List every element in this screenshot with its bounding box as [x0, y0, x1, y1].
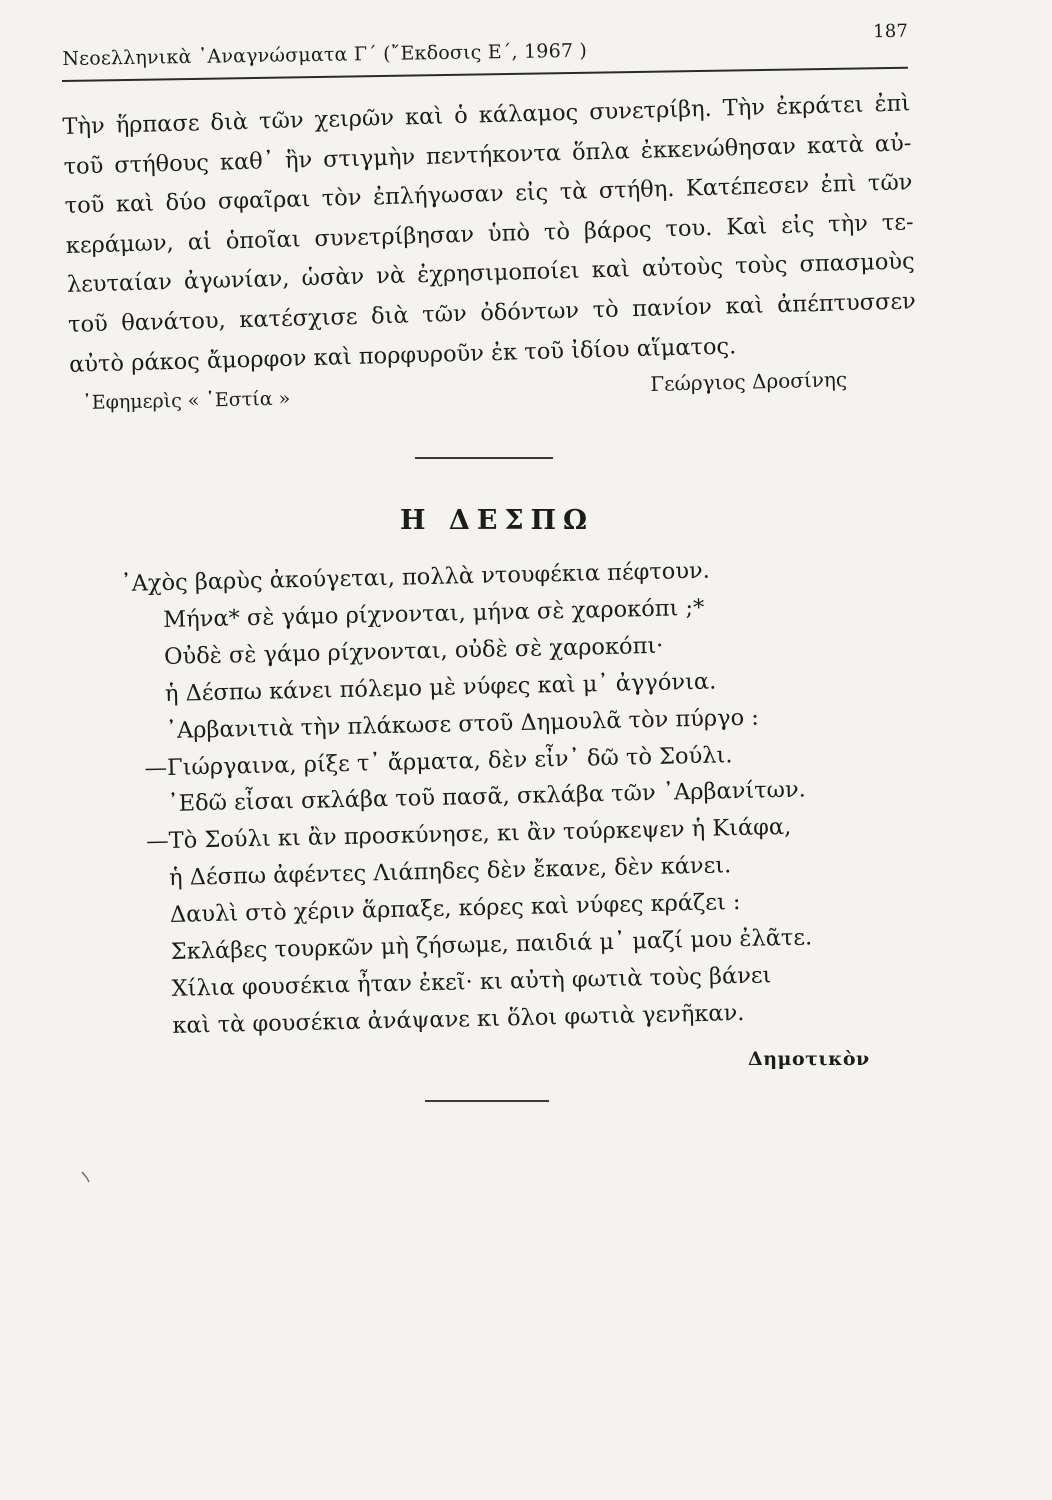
page-number: 187: [872, 20, 909, 43]
prose-line: τοῦ στήθους καθ᾿ ἣν στιγμὴν πεντήκοντα ὅπλα ἐκκενώθησαν κατὰ αὐ-: [63, 129, 912, 180]
running-header: [62, 20, 909, 70]
poem-verse: ᾿Αχὸς βαρὺς ἀκούγεται, πολλὰ ντουφέκια πέφτουν.: [120, 557, 711, 597]
source-citation: ᾿Εφημερὶς « ῾Εστία »: [82, 387, 291, 414]
header-rule: [62, 67, 908, 82]
poem-verse: Δαυλὶ στὸ χέριν ἅρπαξε, κόρες καὶ νύφες κράζει :: [169, 889, 741, 929]
prose-paragraph: [62, 84, 917, 385]
poem-signature: Δημοτικὸν: [748, 1048, 870, 1070]
book-title: Νεοελληνικὰ ᾿Αναγνώσματα Γ΄ (῎Εκδοσις Ε΄, 1967 ): [62, 39, 588, 70]
section-divider: [425, 1100, 549, 1102]
poem-verse: Οὐδὲ σὲ γάμο ρίχνονται, οὐδὲ σὲ χαροκόπι·: [163, 632, 664, 670]
prose-line: τοῦ καὶ δύο σφαῖραι τὸν ἐπλήγωσαν εἰς τὰ στήθη. Κατέπεσεν ἐπὶ τῶν: [64, 169, 913, 220]
poem-verse: —Γιώργαινα, ρίξε τ᾿ ἄρματα, δὲν εἶν᾿ δῶ τὸ Σούλι.: [144, 741, 733, 782]
poem-title: Η ΔΕΣΠΩ: [400, 505, 595, 536]
poem-verse: Μήνα* σὲ γάμο ρίχνονται, μήνα σὲ χαροκόπι ;*: [162, 594, 705, 633]
poem-verse: ἡ Δέσπω ἀφέντες Λιάπηδες δὲν ἔκανε, δὲν κάνει.: [168, 852, 732, 892]
prose-line: αὐτὸ ράκος ἄμορφον καὶ πορφυροῦν ἐκ τοῦ ἰδίου αἵματος.: [68, 332, 737, 378]
poem-verse: Σκλάβες τουρκῶν μὴ ζήσωμε, παιδιά μ᾿ μαζί μου ἐλᾶτε.: [170, 924, 813, 966]
poem-verse: —Τὸ Σούλι κι ἂν προσκύνησε, κι ἂν τούρκεψεν ἡ Κιάφα,: [145, 814, 792, 855]
prose-line: λευταίαν ἀγωνίαν, ὡσὰν νὰ ἐχρησιμοποίει καὶ αὐτοὺς τοὺς σπασμοὺς: [66, 248, 915, 299]
poem-verse: Χίλια φουσέκια ἦταν ἐκεῖ· κι αὐτὴ φωτιὰ τοὺς βάνει: [171, 962, 772, 1002]
prose-line: Τὴν ἥρπασε διὰ τῶν χειρῶν καὶ ὁ κάλαμος συνετρίβη. Τὴν ἐκράτει ἐπὶ: [62, 90, 911, 140]
prose-line: τοῦ θανάτου, κατέσχισε διὰ τῶν ὀδόντων τὸ πανίον καὶ ἀπέπτυσσεν: [67, 288, 917, 338]
prose-line: κεράμων, αἱ ὁποῖαι συνετρίβησαν ὑπὸ τὸ βάρος του. Καὶ εἰς τὴν τε-: [65, 209, 914, 259]
poem-verse: ᾿Εδῶ εἶσαι σκλάβα τοῦ πασᾶ, σκλάβα τῶν ᾿Αρβανίτων.: [167, 776, 807, 818]
section-divider: [415, 457, 553, 459]
ink-speck-icon: [80, 1170, 94, 1184]
poem-verse: ἡ Δέσπω κάνει πόλεμο μὲ νύφες καὶ μ᾿ ἀγγόνια.: [164, 668, 717, 707]
poem-verse: ᾿Αρβανιτιὰ τὴν πλάκωσε στοῦ Δημουλᾶ τὸν πύργο :: [165, 704, 760, 744]
poem-verse: καὶ τὰ φουσέκια ἀνάψανε κι ὅλοι φωτιὰ γενῆκαν.: [172, 999, 745, 1039]
poem-body: [120, 549, 871, 1045]
author-name: Γεώργιος Δροσίνης: [650, 367, 848, 396]
